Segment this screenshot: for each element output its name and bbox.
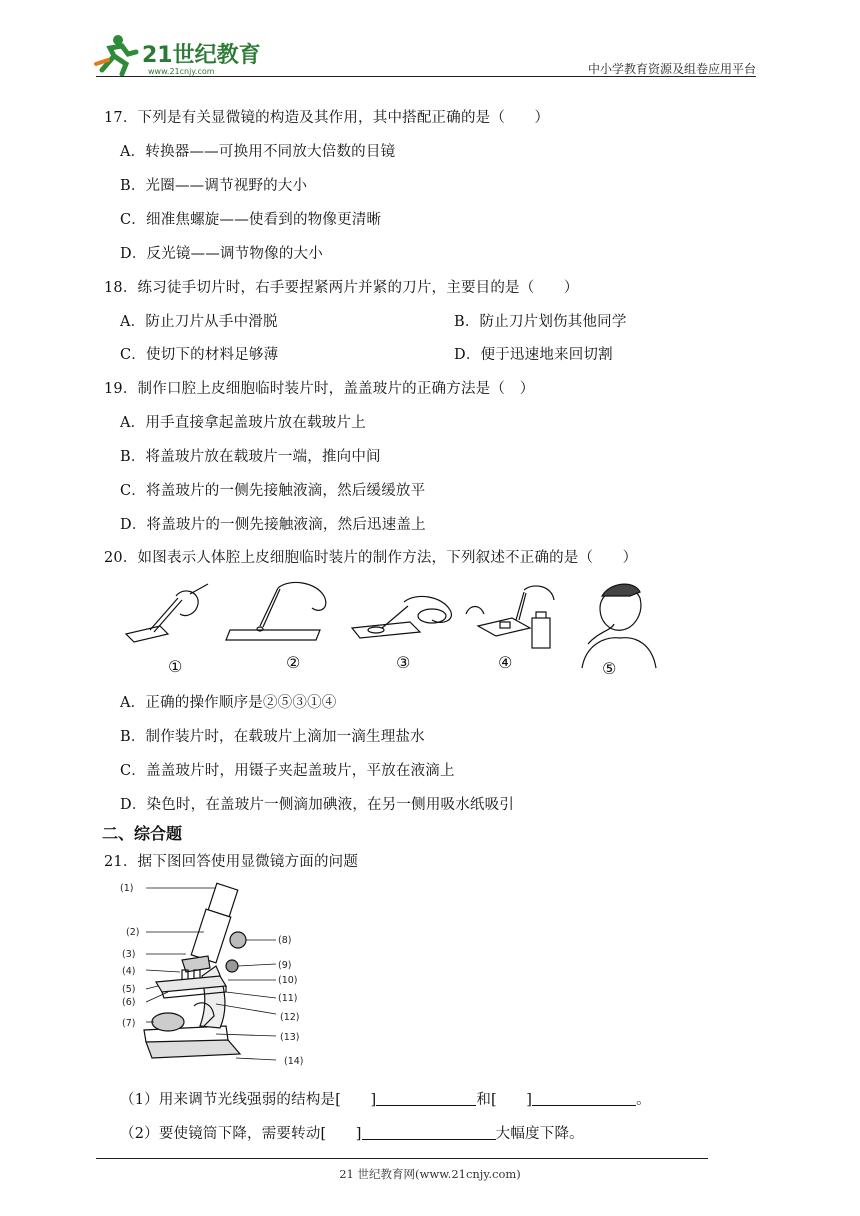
q21-sub1-end: 。 bbox=[636, 1092, 651, 1108]
q21-sub1-prefix: （1）用来调节光线强弱的结构是[ ] bbox=[120, 1092, 377, 1108]
answer-blank-3[interactable] bbox=[362, 1125, 496, 1140]
logo-text: 21世纪教育 bbox=[142, 43, 261, 68]
q18-option-b: B．防止刀片划伤其他同学 bbox=[454, 314, 627, 330]
q17-stem: 17．下列是有关显微镜的构造及其作用，其中搭配正确的是（ ） bbox=[104, 110, 550, 126]
part-label-2: (2) bbox=[126, 927, 140, 938]
q19-stem: 19．制作口腔上皮细胞临时装片时，盖盖玻片的正确方法是（ ） bbox=[104, 381, 535, 397]
logo-url: www.21cnjy.com bbox=[148, 67, 215, 76]
figure-label-5: ⑤ bbox=[602, 659, 617, 678]
fine-knob bbox=[226, 960, 238, 972]
q17-option-c: C．细准焦螺旋——使看到的物像更清晰 bbox=[120, 212, 382, 228]
runner-icon bbox=[96, 35, 136, 74]
q21-sub2 bbox=[120, 1122, 584, 1143]
q19-option-d: D．将盖玻片的一侧先接触液滴，然后迅速盖上 bbox=[120, 517, 426, 533]
q19-option-a: A．用手直接拿起盖玻片放在载玻片上 bbox=[120, 415, 366, 431]
part-label-8: (8) bbox=[278, 935, 292, 946]
part-label-9: (9) bbox=[278, 960, 292, 971]
part-label-6: (6) bbox=[122, 997, 136, 1008]
step3-illustration bbox=[352, 596, 451, 638]
part-label-3: (3) bbox=[122, 949, 136, 960]
part-label-13: (13) bbox=[280, 1032, 300, 1043]
part-label-10: (10) bbox=[278, 975, 298, 986]
q20-option-b: B．制作装片时，在载玻片上滴加一滴生理盐水 bbox=[120, 729, 425, 745]
q21-sub2-end: 大幅度下降。 bbox=[495, 1126, 584, 1142]
q21-sub2-prefix: （2）要使镜筒下降，需要转动[ ] bbox=[120, 1126, 362, 1142]
step2-illustration bbox=[226, 582, 326, 640]
part-label-7: (7) bbox=[122, 1018, 136, 1029]
q17-option-a: A．转换器——可换用不同放大倍数的目镜 bbox=[120, 144, 396, 160]
q19-option-c: C．将盖玻片的一侧先接触液滴，然后缓缓放平 bbox=[120, 483, 426, 499]
part-label-12: (12) bbox=[280, 1012, 300, 1023]
header-platform-text: 中小学教育资源及组卷应用平台 bbox=[587, 62, 756, 76]
coarse-knob bbox=[230, 932, 246, 948]
step5-illustration bbox=[582, 584, 656, 668]
part-label-14: (14) bbox=[284, 1056, 304, 1067]
answer-blank-1[interactable] bbox=[376, 1091, 476, 1106]
part-label-1: (1) bbox=[120, 883, 134, 894]
site-logo bbox=[92, 30, 262, 78]
answer-blank-2[interactable] bbox=[532, 1091, 636, 1106]
figure-label-2: ② bbox=[286, 653, 301, 672]
q18-stem: 18．练习徒手切片时，右手要捏紧两片并紧的刀片，主要目的是（ ） bbox=[104, 280, 579, 296]
footer-divider bbox=[96, 1158, 708, 1159]
q18-option-c: C．使切下的材料足够薄 bbox=[120, 347, 279, 363]
q21-stem: 21．据下图回答使用显微镜方面的问题 bbox=[104, 854, 359, 870]
q18-option-d: D．便于迅速地来回切割 bbox=[454, 347, 613, 363]
q18-option-a: A．防止刀片从手中滑脱 bbox=[120, 314, 278, 330]
part-label-11: (11) bbox=[278, 993, 298, 1004]
q21-sub1-mid: 和[ ] bbox=[476, 1092, 533, 1108]
q20-figure bbox=[120, 574, 660, 682]
q20-option-c: C．盖盖玻片时，用镊子夹起盖玻片，平放在液滴上 bbox=[120, 763, 455, 779]
q20-stem: 20．如图表示人体腔上皮细胞临时装片的制作方法，下列叙述不正确的是（ ） bbox=[104, 550, 638, 566]
q20-option-d: D．染色时，在盖玻片一侧滴加碘液，在另一侧用吸水纸吸引 bbox=[120, 797, 515, 813]
footer-text: 21 世纪教育网(www.21cnjy.com) bbox=[339, 1167, 521, 1181]
figure-label-3: ③ bbox=[396, 653, 411, 672]
step4-illustration bbox=[466, 586, 554, 648]
step1-illustration bbox=[126, 584, 208, 642]
q20-option-a: A．正确的操作顺序是②⑤③①④ bbox=[120, 695, 337, 711]
lens-tube bbox=[191, 909, 231, 963]
mirror bbox=[152, 1013, 184, 1031]
q17-option-b: B．光圈——调节视野的大小 bbox=[120, 178, 308, 194]
microscope-figure bbox=[116, 876, 316, 1072]
q21-sub1 bbox=[120, 1088, 651, 1109]
part-label-4: (4) bbox=[122, 966, 136, 977]
q19-option-b: B．将盖玻片放在载玻片一端，推向中间 bbox=[120, 449, 381, 465]
microscope-arm bbox=[200, 966, 225, 1028]
header-divider bbox=[96, 76, 756, 77]
figure-label-1: ① bbox=[168, 657, 183, 676]
section-title: 二、综合题 bbox=[102, 824, 183, 843]
figure-label-4: ④ bbox=[498, 653, 513, 672]
part-label-5: (5) bbox=[122, 984, 136, 995]
microscope-base bbox=[146, 1040, 240, 1058]
q17-option-d: D．反光镜——调节物像的大小 bbox=[120, 246, 323, 262]
